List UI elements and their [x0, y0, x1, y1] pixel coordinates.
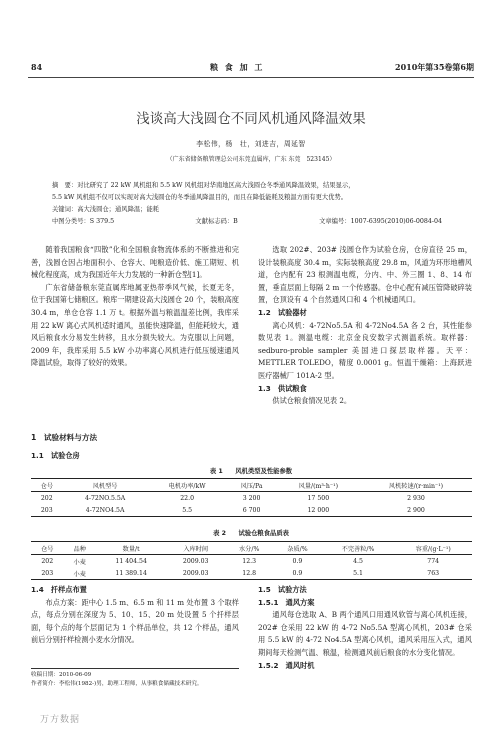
table-cell: 22.0 [180, 494, 195, 502]
abstract-line: 摘 要：对比研究了 22 kW 风机组和 5.5 kW 风机组对华南地区高大浅圆仓冬季通风降温效果，结果显示， [52, 182, 355, 189]
table-cell: 12.8 [242, 569, 257, 577]
subsection-heading: 1.4 扦样点布置 [31, 585, 87, 594]
header-rule [28, 77, 474, 78]
table-row [31, 567, 472, 580]
table-cell: 0.9 [292, 569, 303, 577]
table-cell: 202 [41, 557, 54, 565]
section-heading: 1 试验材料与方法 [31, 433, 98, 442]
journal-name: 粮 食 加 工 [210, 62, 265, 72]
footnote: 作者简介：李松伟(1982-)男，助理工程师，从事粮食储藏技术研究。 [31, 681, 203, 687]
table1-header: 风机转速/(r·min⁻¹) [388, 482, 444, 490]
article-number: 文章编号：1007-6395(2010)06-0084-04 [319, 218, 442, 225]
table-cell: 763 [427, 569, 440, 577]
table1-caption: 表 1 风机类型及性能参数 [209, 468, 293, 475]
table-row [31, 504, 472, 517]
table-cell: 6 700 [242, 506, 261, 514]
paragraph: 离心风机：4-72No5.5A 和 4-72No4.5A 各 2 台，其性能参数见表 1。测温电缆：北京金良安数字式测温系统。取样器：sedburo-proble sampler 美国进口探层取样器。天平：METTLER TOLEDO，精度 0.0001 g。恒温干燥箱：上海跃进医疗器械厂 101A-2 型。 [258, 320, 472, 380]
clc-number: 中图分类号：S 379.5 [52, 218, 115, 225]
subsection-heading: 1.2 试验器材 [258, 307, 307, 317]
page-number: 84 [31, 62, 43, 72]
table-cell: 203 [41, 569, 54, 577]
subsection-heading: 1.1 试验仓房 [31, 451, 80, 460]
right-column-text [258, 244, 472, 408]
table-cell: 17 500 [307, 494, 330, 502]
left-column-text [31, 244, 239, 370]
table-cell: 2009.03 [182, 557, 209, 565]
table-cell: 203 [40, 506, 53, 514]
subsection-heading: 1.3 供试粮食 [258, 383, 307, 393]
table-cell: 3 200 [242, 494, 261, 502]
table-row [31, 555, 472, 568]
paragraph: 通风每仓选取 A、B 两个通风口用通风软管与离心风机连接，202# 仓采用 22 kW 的 4-72 No5.5A 型离心风机，203# 仓采用 5.5 kW 的 4-72 No4.5A 型离心风机，通风采用压入式，通风期间每天检测气温、粮温，检测通风前后粮食的水分变化情况。 [258, 610, 472, 657]
table-cell: 0.9 [292, 557, 303, 565]
table2-header: 杂质/% [287, 545, 308, 553]
footnote: 收稿日期：2010-06-09 [31, 672, 92, 678]
footnote-rule [31, 668, 239, 669]
keywords: 关键词：高大浅圆仓；通风降温；能耗 [52, 206, 160, 213]
abstract [52, 180, 462, 228]
table-cell: 2 900 [407, 506, 425, 514]
table1 [31, 478, 472, 517]
table-cell: 4.5 [353, 557, 363, 565]
table-cell: 11 404.54 [115, 557, 147, 565]
table1-header: 风压/Pa [240, 482, 263, 490]
table-cell: 5.5 [182, 506, 193, 514]
paragraph: 供试仓粮食情况见表 2。 [272, 396, 352, 406]
subsection-heading: 1.5.2 通风时机 [258, 660, 315, 670]
document-code: 文献标志码：B [195, 218, 238, 225]
table-cell: 2009.03 [182, 569, 209, 577]
table2-header: 不完善粒/% [341, 545, 375, 553]
table-cell: 12.3 [242, 557, 257, 565]
table-cell: 774 [427, 557, 440, 565]
table-cell: 5.1 [353, 569, 363, 577]
table2-header: 入库时间 [183, 545, 209, 553]
table-cell: 4-72NO4.5A [85, 506, 125, 514]
abstract-line: 5.5 kW 风机组不仅可以实现对高大浅圆仓的冬季通风降温目的，而且在降低能耗及粮温方面有更大优势。 [52, 194, 348, 201]
table-cell: 2 930 [407, 494, 425, 502]
table-row [31, 492, 472, 505]
table-cell: 4-72NO.5.5A [84, 494, 126, 502]
issue-info: 2010年第35卷第6期 [395, 62, 474, 72]
subsection-heading: 1.5.1 通风方案 [258, 597, 315, 607]
table2-header: 品种 [73, 545, 86, 553]
table-cell: 小麦 [73, 558, 86, 566]
table-cell: 12 000 [307, 506, 330, 514]
table-cell: 11 389.14 [115, 569, 147, 577]
lower-right-text [258, 584, 472, 672]
table1-header: 风机型号 [92, 482, 118, 490]
footnotes [31, 671, 251, 689]
table1-header: 电机功率/kW [168, 482, 206, 490]
table-cell: 202 [40, 494, 53, 502]
table1-header: 仓号 [40, 482, 53, 490]
table2 [31, 541, 472, 580]
table2-caption: 表 2 试验仓粮食品质表 [213, 530, 289, 537]
watermark-text: 万方数据 [40, 715, 81, 725]
paragraph: 选取 202#、203# 浅圆仓作为试验仓房，仓房直径 25 m，设计装粮高度 30.4 m，实际装粮高度 29.8 m，风道为环形地槽风道，仓内配有 23 根测温电缆，分内、中、外三圈 1、8、14 布置，垂直层面上每隔 2 m 一个传感器。仓中心配有减压管降破碎装置，仓顶设有 4 个自然通风口和 4 个机械通风口。 [258, 245, 472, 305]
table2-header: 水分/% [239, 545, 260, 553]
authors: 李松伟，杨 壮，刘进吉，周延智 [196, 140, 306, 148]
table2-header: 数量/t [122, 545, 140, 553]
table2-header: 容重/(g·L⁻¹) [415, 545, 451, 553]
paragraph: 广东省储备粮东莞直属库地属亚热带季风气候，长夏无冬，位于我国第七储粮区。粮库一期建设高大浅圆仓 20 个，装粮高度 30.4 m，单仓仓容 1.1 万 t。根据外温与粮温温差比例，我库采用 22 kW 离心式风机适时通风，虽能快速降温，但能耗较大，通风后粮食水分易发生转移，且水分损失较大。为克服以上问题，2009 年，我库采用 5.5 kW 小功率离心风机进行低压缓速通风降温试验，取得了较好的效果。 [31, 282, 239, 368]
subsection-heading: 1.5 试验方法 [258, 585, 307, 594]
affiliation: （广东省储备粮管理总公司东莞直属库，广东 东莞 523145） [166, 156, 336, 163]
table2-header: 仓号 [41, 545, 54, 553]
paper-title: 浅谈高大浅圆仓不同风机通风降温效果 [136, 111, 366, 127]
table-cell: 小麦 [73, 570, 86, 578]
paragraph: 布点方案：距中心 1.5 m、6.5 m 和 11 m 处布置 3 个取样点，每点分别在深度为 5、10、15、20 m 处设置 5 个扦样层面，每个点的每个层面记为 1 个样品单位，共 12 个样品，通风前后分别扦样检测小麦水分情况。 [31, 597, 239, 645]
paragraph: 随着我国粮食“四散”化和全国粮食物流体系的不断推进和完善，浅圆仓因占地面积小、仓容大、吨粮造价低、施工期短、机械化程度高，成为我国近年大力发展的一种新仓型[1]。 [31, 245, 239, 280]
table1-header: 风量/(m³·h⁻¹) [298, 482, 338, 490]
lower-left-text [31, 584, 239, 647]
